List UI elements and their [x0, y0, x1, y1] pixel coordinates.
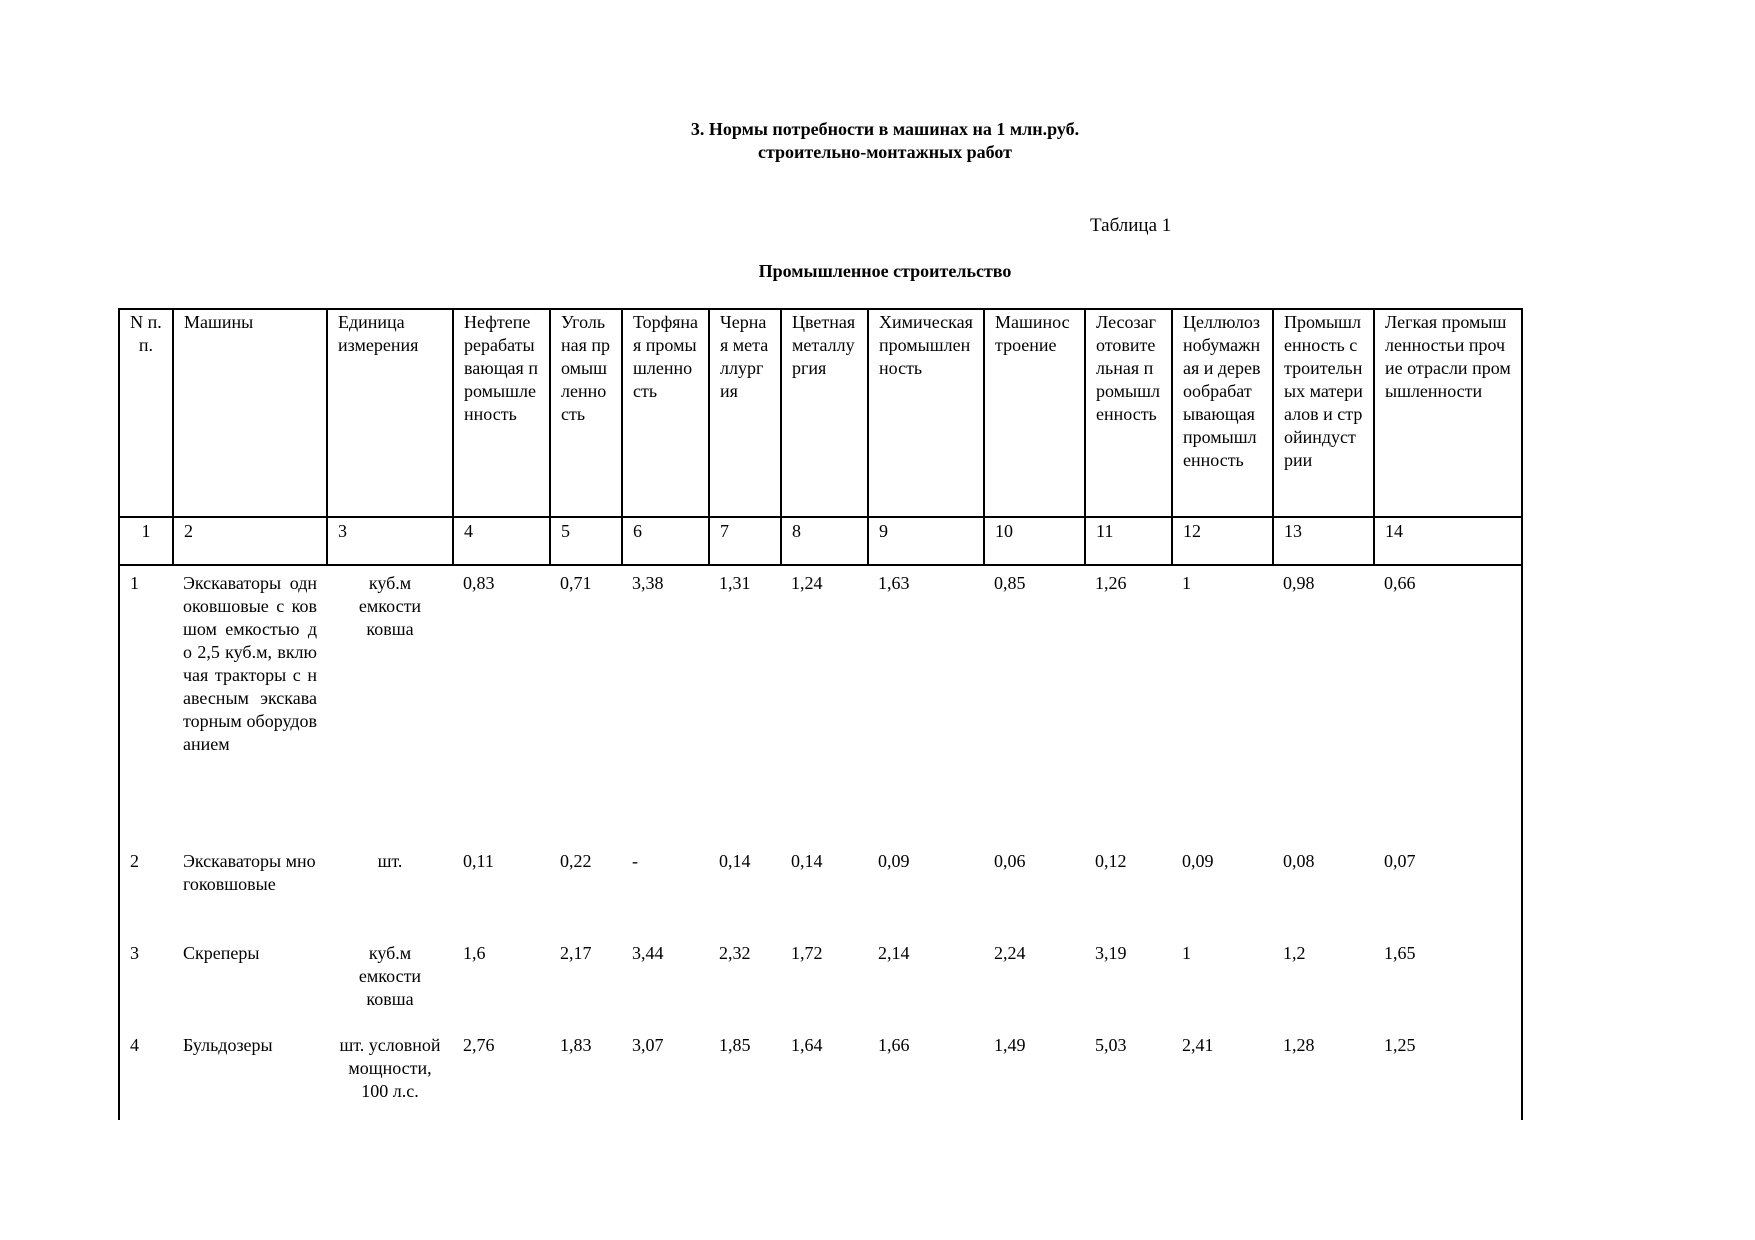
norm-value: 0,71	[560, 573, 592, 593]
norm-value: 1,26	[1095, 573, 1127, 593]
norm-value: 2,17	[560, 943, 592, 963]
norm-value: 2,14	[878, 943, 910, 963]
norm-value: 1,25	[1374, 1032, 1522, 1120]
norm-value: 1,85	[719, 1035, 751, 1055]
norm-value: 0,11	[463, 851, 494, 871]
norm-value: 0,85	[994, 573, 1026, 593]
header-cell-unit: Единица измерения	[327, 309, 453, 517]
row-number: 2	[119, 848, 173, 940]
header-cell-light-industry: Легкая промышленностьи прочие отрасли промышленности	[1374, 309, 1522, 517]
norm-value: 1,63	[878, 573, 910, 593]
norm-value: 0,06	[994, 851, 1026, 871]
norm-value: 3,38	[632, 573, 664, 593]
norm-value: 0,22	[560, 851, 592, 871]
table-row	[119, 565, 1522, 848]
header-cell-chemical: Химическая промышленность	[868, 309, 984, 517]
column-number: 5	[550, 517, 622, 565]
table-row	[119, 848, 1522, 940]
norm-value: 3,07	[632, 1035, 664, 1055]
title-line-2: строительно-монтажных работ	[757, 142, 1013, 162]
norm-value: 1,6	[463, 943, 486, 963]
machine-norms-table	[118, 308, 1523, 1120]
norm-value: 1,65	[1374, 940, 1522, 1032]
column-number: 14	[1374, 517, 1522, 565]
unit-of-measure: шт. условной мощности, 100 л.с.	[339, 1035, 441, 1101]
norm-value: 0,98	[1283, 573, 1315, 593]
title-line-1: 3. Нормы потребности в машинах на 1 млн.руб.	[690, 119, 1080, 139]
machine-name: Скреперы	[183, 943, 260, 963]
row-number: 1	[119, 565, 173, 848]
header-cell-machine-building: Машиностроение	[984, 309, 1085, 517]
norm-value: 1,49	[994, 1035, 1026, 1055]
norm-value: 2,32	[719, 943, 751, 963]
norm-value: 1,31	[719, 573, 751, 593]
unit-of-measure: куб.м емкости ковша	[358, 573, 422, 639]
norm-value: 0,07	[1374, 848, 1522, 940]
norm-value: 1,83	[560, 1035, 592, 1055]
column-numbers-row	[119, 517, 1522, 565]
header-cell-peat: Торфяная промышленность	[622, 309, 709, 517]
norm-value: 0,83	[463, 573, 495, 593]
column-number: 11	[1085, 517, 1172, 565]
header-cell-pulp-paper: Целлюлознобумажная и деревообрабатывающая промышленность	[1172, 309, 1273, 517]
row-number: 4	[119, 1032, 173, 1120]
norm-value: -	[632, 851, 638, 871]
table-row	[119, 940, 1522, 1032]
machine-name: Экскаваторы многоковшовые	[183, 851, 316, 894]
norm-value: 1	[1182, 943, 1191, 963]
table-header-row	[119, 309, 1522, 517]
column-number: 8	[781, 517, 868, 565]
norm-value: 2,76	[463, 1035, 495, 1055]
column-number: 13	[1273, 517, 1374, 565]
norm-value: 1,28	[1283, 1035, 1315, 1055]
section-subtitle: Промышленное строительство	[758, 261, 1012, 281]
norm-value: 0,12	[1095, 851, 1127, 871]
norm-value: 0,09	[878, 851, 910, 871]
norm-value: 1,64	[791, 1035, 823, 1055]
table-row	[119, 1032, 1522, 1120]
norm-value: 0,14	[719, 851, 751, 871]
header-cell-logging: Лесозаготовительная промышленность	[1085, 309, 1172, 517]
norm-value: 2,41	[1182, 1035, 1214, 1055]
norm-value: 3,44	[632, 943, 664, 963]
column-number: 7	[709, 517, 781, 565]
norm-value: 3,19	[1095, 943, 1127, 963]
norm-value: 0,08	[1283, 851, 1315, 871]
column-number: 4	[453, 517, 550, 565]
norm-value: 0,09	[1182, 851, 1214, 871]
norm-value: 0,66	[1374, 565, 1522, 848]
norm-value: 5,03	[1095, 1035, 1127, 1055]
norm-value: 1,2	[1283, 943, 1306, 963]
header-cell-oil-refining: Нефтеперерабатывающая промышленность	[453, 309, 550, 517]
document-title	[0, 118, 1755, 164]
norm-value: 1	[1182, 573, 1191, 593]
machine-name: Бульдозеры	[183, 1035, 273, 1055]
column-number: 10	[984, 517, 1085, 565]
norm-value: 1,24	[791, 573, 823, 593]
column-number: 3	[327, 517, 453, 565]
unit-of-measure: шт.	[377, 851, 403, 871]
norm-value: 0,14	[791, 851, 823, 871]
header-cell-building-materials: Промышленность строительных материалов и стройиндустрии	[1273, 309, 1374, 517]
row-number: 3	[119, 940, 173, 1032]
header-cell-machines: Машины	[173, 309, 327, 517]
header-cell-ferrous: Черная металлургия	[709, 309, 781, 517]
norm-value: 2,24	[994, 943, 1026, 963]
column-number: 9	[868, 517, 984, 565]
unit-of-measure: куб.м емкости ковша	[358, 943, 422, 1009]
header-cell-n: N п.п.	[119, 309, 173, 517]
table-caption: Таблица 1	[1090, 215, 1172, 236]
column-number: 1	[119, 517, 173, 565]
column-number: 2	[173, 517, 327, 565]
header-cell-nonferrous: Цветная металлургия	[781, 309, 868, 517]
header-cell-coal: Угольная промышленность	[550, 309, 622, 517]
norm-value: 1,66	[878, 1035, 910, 1055]
norm-value: 1,72	[791, 943, 823, 963]
column-number: 12	[1172, 517, 1273, 565]
machine-name: Экскаваторы одноковшовые с ковшом емкостью до 2,5 куб.м, включая тракторы с навесным экскаваторным оборудованием	[183, 573, 317, 754]
column-number: 6	[622, 517, 709, 565]
